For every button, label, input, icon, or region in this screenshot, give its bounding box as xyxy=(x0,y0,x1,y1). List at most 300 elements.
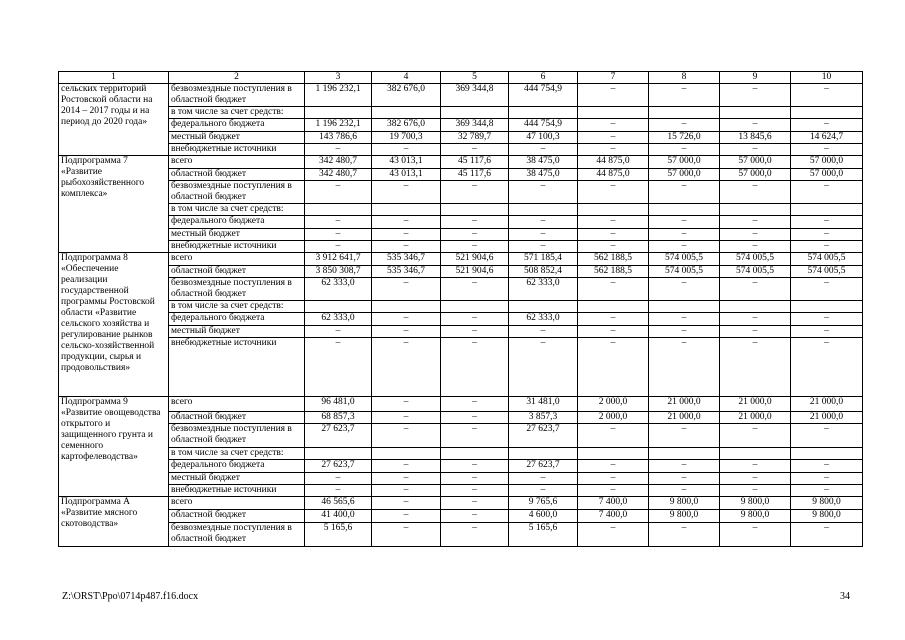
funding-source-cell: в том числе за счет средств: xyxy=(169,204,305,216)
value-cell xyxy=(791,204,863,216)
value-cell: 574 005,5 xyxy=(649,253,720,266)
value-cell: 41 400,0 xyxy=(305,510,372,523)
table-row xyxy=(59,473,863,485)
value-cell: – xyxy=(372,497,441,510)
column-number-cell: 8 xyxy=(649,72,720,84)
value-cell: – xyxy=(791,278,863,301)
table-row xyxy=(59,424,863,448)
funding-source-cell: федерального бюджета xyxy=(169,216,305,229)
value-cell xyxy=(305,204,372,216)
value-cell: – xyxy=(372,523,441,547)
value-cell: – xyxy=(791,119,863,132)
value-cell: – xyxy=(649,523,720,547)
table-row xyxy=(59,448,863,460)
value-cell: 1 196 232,1 xyxy=(305,119,372,132)
value-cell: – xyxy=(578,229,649,241)
value-cell: – xyxy=(509,216,578,229)
funding-source-cell: местный бюджет xyxy=(169,473,305,485)
value-cell: – xyxy=(578,424,649,448)
value-cell: 57 000,0 xyxy=(649,156,720,169)
value-cell: 45 117,6 xyxy=(441,169,509,181)
column-number-cell: 3 xyxy=(305,72,372,84)
column-number-cell: 1 xyxy=(59,72,169,84)
value-cell: 15 726,0 xyxy=(649,132,720,144)
column-number-cell: 6 xyxy=(509,72,578,84)
value-cell xyxy=(372,448,441,460)
value-cell: – xyxy=(720,144,791,156)
value-cell: – xyxy=(720,216,791,229)
value-cell: 4 600,0 xyxy=(509,510,578,523)
value-cell: – xyxy=(305,181,372,204)
value-cell: – xyxy=(649,229,720,241)
value-cell: – xyxy=(441,412,509,424)
value-cell: – xyxy=(509,229,578,241)
value-cell: 21 000,0 xyxy=(791,412,863,424)
value-cell: – xyxy=(509,241,578,253)
funding-source-cell: внебюджетные источники xyxy=(169,338,305,397)
funding-source-cell: безвозмездные поступления в областной бюджет xyxy=(169,424,305,448)
value-cell xyxy=(791,107,863,119)
value-cell: 38 475,0 xyxy=(509,169,578,181)
value-cell: 342 480,7 xyxy=(305,169,372,181)
value-cell: – xyxy=(578,278,649,301)
value-cell: 62 333,0 xyxy=(305,313,372,326)
value-cell: 562 188,5 xyxy=(578,253,649,266)
table-row xyxy=(59,119,863,132)
value-cell: 5 165,6 xyxy=(509,523,578,547)
value-cell xyxy=(720,448,791,460)
value-cell: – xyxy=(791,84,863,107)
value-cell: 21 000,0 xyxy=(720,412,791,424)
value-cell: 27 623,7 xyxy=(509,424,578,448)
value-cell: – xyxy=(372,397,441,412)
funding-source-cell: в том числе за счет средств: xyxy=(169,107,305,119)
value-cell: 574 005,5 xyxy=(649,266,720,278)
value-cell: – xyxy=(305,485,372,497)
value-cell xyxy=(578,448,649,460)
value-cell: – xyxy=(578,313,649,326)
value-cell: – xyxy=(372,338,441,397)
value-cell xyxy=(720,107,791,119)
value-cell: 2 000,0 xyxy=(578,412,649,424)
value-cell xyxy=(649,107,720,119)
value-cell: 9 800,0 xyxy=(791,497,863,510)
funding-source-cell: местный бюджет xyxy=(169,132,305,144)
value-cell: 21 000,0 xyxy=(720,397,791,412)
value-cell: – xyxy=(305,144,372,156)
value-cell: – xyxy=(372,216,441,229)
value-cell: 382 676,0 xyxy=(372,84,441,107)
value-cell: – xyxy=(305,338,372,397)
value-cell: – xyxy=(578,132,649,144)
value-cell: 38 475,0 xyxy=(509,156,578,169)
value-cell: 14 624,7 xyxy=(791,132,863,144)
value-cell: 5 165,6 xyxy=(305,523,372,547)
table-row xyxy=(59,253,863,266)
value-cell: 574 005,5 xyxy=(720,253,791,266)
value-cell xyxy=(305,301,372,313)
table-row xyxy=(59,156,863,169)
value-cell: – xyxy=(372,241,441,253)
funding-source-cell: всего xyxy=(169,253,305,266)
value-cell: – xyxy=(441,523,509,547)
value-cell: – xyxy=(791,473,863,485)
value-cell: 508 852,4 xyxy=(509,266,578,278)
funding-source-cell: безвозмездные поступления в областной бюджет xyxy=(169,84,305,107)
value-cell: 521 904,6 xyxy=(441,253,509,266)
funding-source-cell: безвозмездные поступления в областной бюджет xyxy=(169,523,305,547)
value-cell: 44 875,0 xyxy=(578,156,649,169)
table-row xyxy=(59,107,863,119)
value-cell: – xyxy=(791,460,863,473)
value-cell: – xyxy=(791,229,863,241)
value-cell: 57 000,0 xyxy=(720,156,791,169)
value-cell: 369 344,8 xyxy=(441,119,509,132)
table-row xyxy=(59,241,863,253)
funding-source-cell: безвозмездные поступления в областной бюджет xyxy=(169,278,305,301)
value-cell xyxy=(509,204,578,216)
subprogram-name-cell: сельских территорий Ростовской области на 2014 – 2017 годы и на период до 2020 года» xyxy=(59,84,169,156)
value-cell: – xyxy=(720,326,791,338)
value-cell: 9 800,0 xyxy=(791,510,863,523)
value-cell: – xyxy=(720,278,791,301)
table-row xyxy=(59,169,863,181)
funding-source-cell: всего xyxy=(169,156,305,169)
value-cell xyxy=(578,107,649,119)
value-cell: 19 700,3 xyxy=(372,132,441,144)
value-cell: 571 185,4 xyxy=(509,253,578,266)
value-cell xyxy=(305,107,372,119)
table-row xyxy=(59,144,863,156)
funding-source-cell: областной бюджет xyxy=(169,510,305,523)
value-cell: – xyxy=(305,241,372,253)
value-cell: – xyxy=(578,119,649,132)
value-cell: – xyxy=(372,485,441,497)
subprogram-name-cell: Подпрограмма 9 «Развитие овощеводства открытого и защищенного грунта и семенного картофелеводства» xyxy=(59,397,169,497)
value-cell: – xyxy=(305,216,372,229)
column-number-cell: 7 xyxy=(578,72,649,84)
value-cell: 62 333,0 xyxy=(305,278,372,301)
value-cell xyxy=(441,204,509,216)
value-cell: – xyxy=(720,485,791,497)
funding-source-cell: внебюджетные источники xyxy=(169,241,305,253)
value-cell: 27 623,7 xyxy=(305,460,372,473)
value-cell: 143 786,6 xyxy=(305,132,372,144)
value-cell: – xyxy=(372,278,441,301)
value-cell: – xyxy=(441,510,509,523)
column-number-cell: 10 xyxy=(791,72,863,84)
value-cell: – xyxy=(578,473,649,485)
value-cell: 521 904,6 xyxy=(441,266,509,278)
value-cell: – xyxy=(578,216,649,229)
value-cell xyxy=(441,301,509,313)
value-cell: – xyxy=(720,241,791,253)
funding-source-cell: всего xyxy=(169,397,305,412)
value-cell: – xyxy=(649,338,720,397)
value-cell: – xyxy=(791,181,863,204)
value-cell xyxy=(649,204,720,216)
value-cell: – xyxy=(720,119,791,132)
value-cell: 27 623,7 xyxy=(305,424,372,448)
value-cell: 369 344,8 xyxy=(441,84,509,107)
value-cell: 9 800,0 xyxy=(720,510,791,523)
value-cell: 7 400,0 xyxy=(578,510,649,523)
value-cell: 1 196 232,1 xyxy=(305,84,372,107)
value-cell: 57 000,0 xyxy=(791,156,863,169)
column-number-cell: 2 xyxy=(169,72,305,84)
table-row xyxy=(59,181,863,204)
funding-source-cell: безвозмездные поступления в областной бюджет xyxy=(169,181,305,204)
value-cell: 3 857,3 xyxy=(509,412,578,424)
value-cell: 342 480,7 xyxy=(305,156,372,169)
value-cell: – xyxy=(441,497,509,510)
value-cell: – xyxy=(578,485,649,497)
value-cell: 2 000,0 xyxy=(578,397,649,412)
value-cell xyxy=(578,301,649,313)
value-cell: 3 850 308,7 xyxy=(305,266,372,278)
value-cell: – xyxy=(372,144,441,156)
value-cell: 57 000,0 xyxy=(649,169,720,181)
funding-source-cell: областной бюджет xyxy=(169,169,305,181)
column-number-cell: 9 xyxy=(720,72,791,84)
value-cell: – xyxy=(441,144,509,156)
value-cell: – xyxy=(720,460,791,473)
value-cell xyxy=(509,301,578,313)
value-cell: – xyxy=(441,229,509,241)
funding-source-cell: федерального бюджета xyxy=(169,460,305,473)
value-cell: – xyxy=(441,397,509,412)
value-cell: – xyxy=(441,485,509,497)
value-cell: 57 000,0 xyxy=(791,169,863,181)
value-cell: – xyxy=(441,473,509,485)
value-cell: – xyxy=(441,424,509,448)
subprogram-name-cell: Подпрограмма 7 «Развитие рыбохозяйственного комплекса» xyxy=(59,156,169,253)
table-row xyxy=(59,338,863,397)
value-cell: 382 676,0 xyxy=(372,119,441,132)
table-row xyxy=(59,301,863,313)
value-cell: – xyxy=(372,412,441,424)
value-cell: 9 800,0 xyxy=(649,510,720,523)
value-cell: – xyxy=(372,473,441,485)
funding-source-cell: областной бюджет xyxy=(169,266,305,278)
value-cell: 21 000,0 xyxy=(649,397,720,412)
value-cell: – xyxy=(441,313,509,326)
table-row xyxy=(59,412,863,424)
value-cell: – xyxy=(649,313,720,326)
value-cell: – xyxy=(791,485,863,497)
funding-source-cell: федерального бюджета xyxy=(169,119,305,132)
table-row xyxy=(59,326,863,338)
value-cell: – xyxy=(305,229,372,241)
table-row xyxy=(59,510,863,523)
table-row xyxy=(59,204,863,216)
budget-table xyxy=(58,71,863,547)
value-cell: 62 333,0 xyxy=(509,278,578,301)
value-cell: – xyxy=(649,460,720,473)
funding-source-cell: местный бюджет xyxy=(169,326,305,338)
funding-source-cell: местный бюджет xyxy=(169,229,305,241)
value-cell: – xyxy=(578,523,649,547)
value-cell: – xyxy=(791,241,863,253)
table-row xyxy=(59,523,863,547)
value-cell: 27 623,7 xyxy=(509,460,578,473)
value-cell: 47 100,3 xyxy=(509,132,578,144)
value-cell: – xyxy=(791,144,863,156)
value-cell: – xyxy=(509,473,578,485)
value-cell: – xyxy=(441,460,509,473)
value-cell: – xyxy=(649,485,720,497)
value-cell: 9 765,6 xyxy=(509,497,578,510)
value-cell: – xyxy=(649,144,720,156)
value-cell: – xyxy=(441,181,509,204)
value-cell xyxy=(791,301,863,313)
value-cell: 9 800,0 xyxy=(649,497,720,510)
value-cell: 574 005,5 xyxy=(791,266,863,278)
value-cell: – xyxy=(578,460,649,473)
funding-source-cell: внебюджетные источники xyxy=(169,144,305,156)
table-row xyxy=(59,397,863,412)
value-cell: 62 333,0 xyxy=(509,313,578,326)
table-row xyxy=(59,497,863,510)
value-cell: – xyxy=(720,424,791,448)
value-cell: 574 005,5 xyxy=(720,266,791,278)
value-cell: 45 117,6 xyxy=(441,156,509,169)
value-cell: – xyxy=(791,326,863,338)
value-cell: 21 000,0 xyxy=(791,397,863,412)
table-row xyxy=(59,229,863,241)
table-row xyxy=(59,84,863,107)
funding-source-cell: областной бюджет xyxy=(169,412,305,424)
page-number: 34 xyxy=(840,591,850,602)
value-cell: – xyxy=(720,338,791,397)
value-cell: 7 400,0 xyxy=(578,497,649,510)
value-cell: – xyxy=(791,424,863,448)
table-row xyxy=(59,313,863,326)
value-cell: – xyxy=(509,144,578,156)
value-cell: – xyxy=(578,181,649,204)
value-cell: – xyxy=(649,84,720,107)
value-cell: – xyxy=(720,313,791,326)
value-cell: 43 013,1 xyxy=(372,169,441,181)
subprogram-name-cell: Подпрограмма 8 «Обеспечение реализации государственной программы Ростовской области «Развитие сельского хозяйства и регулирование рынков сельско-хозяйственной продукции, сырья и продовольствия» xyxy=(59,253,169,397)
value-cell xyxy=(441,107,509,119)
value-cell: 96 481,0 xyxy=(305,397,372,412)
value-cell: – xyxy=(509,485,578,497)
table-row xyxy=(59,460,863,473)
value-cell: 535 346,7 xyxy=(372,253,441,266)
value-cell: – xyxy=(720,181,791,204)
value-cell xyxy=(441,448,509,460)
value-cell: – xyxy=(441,338,509,397)
value-cell xyxy=(372,107,441,119)
value-cell: – xyxy=(720,229,791,241)
value-cell: 444 754,9 xyxy=(509,84,578,107)
funding-source-cell: в том числе за счет средств: xyxy=(169,301,305,313)
value-cell: – xyxy=(578,84,649,107)
value-cell: – xyxy=(441,241,509,253)
value-cell: – xyxy=(649,473,720,485)
value-cell: – xyxy=(649,424,720,448)
value-cell: – xyxy=(305,326,372,338)
value-cell: – xyxy=(791,216,863,229)
table-row xyxy=(59,216,863,229)
value-cell: – xyxy=(372,181,441,204)
value-cell: – xyxy=(720,523,791,547)
value-cell: 562 188,5 xyxy=(578,266,649,278)
value-cell xyxy=(509,107,578,119)
value-cell: 68 857,3 xyxy=(305,412,372,424)
value-cell: – xyxy=(649,326,720,338)
value-cell: 43 013,1 xyxy=(372,156,441,169)
value-cell: – xyxy=(649,181,720,204)
value-cell: 9 800,0 xyxy=(720,497,791,510)
subprogram-name-cell: Подпрограмма А «Развитие мясного скотоводства» xyxy=(59,497,169,547)
value-cell xyxy=(509,448,578,460)
value-cell: – xyxy=(372,313,441,326)
funding-source-cell: в том числе за счет средств: xyxy=(169,448,305,460)
value-cell: – xyxy=(649,119,720,132)
funding-source-cell: внебюджетные источники xyxy=(169,485,305,497)
funding-source-cell: всего xyxy=(169,497,305,510)
value-cell: 44 875,0 xyxy=(578,169,649,181)
value-cell: – xyxy=(441,278,509,301)
table-row xyxy=(59,132,863,144)
value-cell: 21 000,0 xyxy=(649,412,720,424)
table-header-row xyxy=(59,72,863,84)
value-cell: – xyxy=(720,84,791,107)
value-cell xyxy=(372,204,441,216)
table-row xyxy=(59,485,863,497)
table-row xyxy=(59,266,863,278)
value-cell: – xyxy=(578,144,649,156)
value-cell: – xyxy=(578,326,649,338)
value-cell: – xyxy=(649,241,720,253)
value-cell xyxy=(649,301,720,313)
value-cell: 3 912 641,7 xyxy=(305,253,372,266)
value-cell: – xyxy=(720,473,791,485)
column-number-cell: 5 xyxy=(441,72,509,84)
value-cell: – xyxy=(509,338,578,397)
value-cell xyxy=(720,204,791,216)
value-cell: – xyxy=(791,313,863,326)
value-cell: 444 754,9 xyxy=(509,119,578,132)
value-cell: – xyxy=(578,338,649,397)
value-cell: 31 481,0 xyxy=(509,397,578,412)
value-cell: – xyxy=(372,460,441,473)
value-cell: – xyxy=(372,424,441,448)
value-cell: – xyxy=(372,326,441,338)
value-cell: 535 346,7 xyxy=(372,266,441,278)
value-cell: – xyxy=(509,326,578,338)
table-row xyxy=(59,278,863,301)
value-cell: – xyxy=(649,216,720,229)
funding-source-cell: федерального бюджета xyxy=(169,313,305,326)
value-cell xyxy=(720,301,791,313)
value-cell: – xyxy=(305,473,372,485)
value-cell: 57 000,0 xyxy=(720,169,791,181)
value-cell: 574 005,5 xyxy=(791,253,863,266)
value-cell: – xyxy=(791,338,863,397)
value-cell: – xyxy=(372,510,441,523)
value-cell: – xyxy=(509,181,578,204)
value-cell: – xyxy=(649,278,720,301)
value-cell: – xyxy=(441,216,509,229)
value-cell: – xyxy=(372,229,441,241)
value-cell: – xyxy=(578,241,649,253)
value-cell xyxy=(372,301,441,313)
value-cell: 13 845,6 xyxy=(720,132,791,144)
value-cell: 46 565,6 xyxy=(305,497,372,510)
